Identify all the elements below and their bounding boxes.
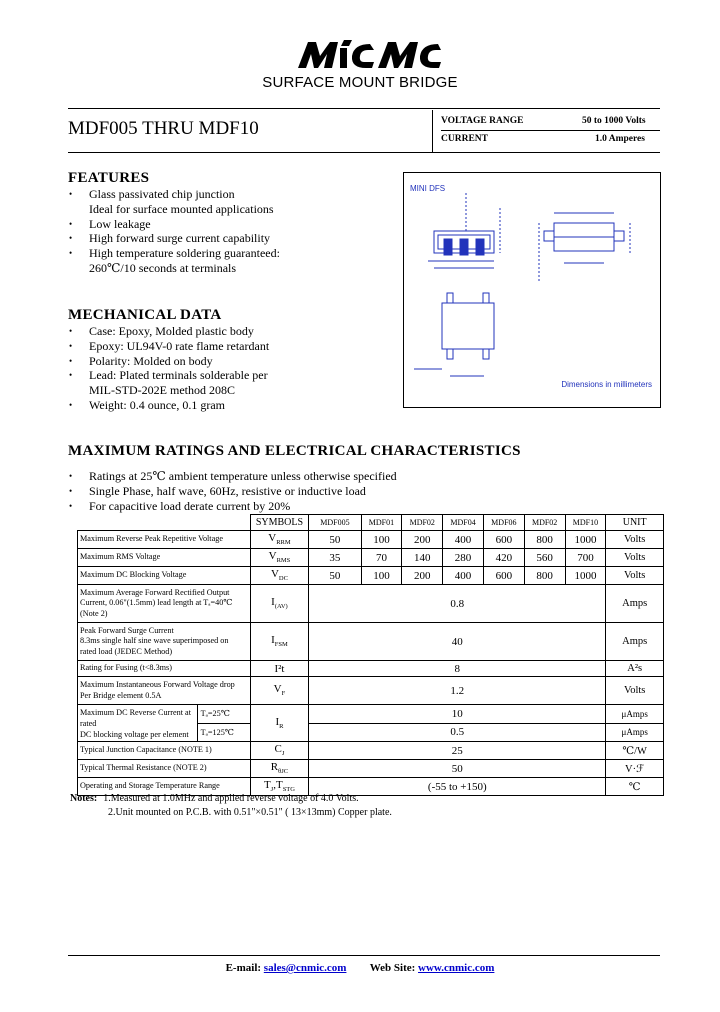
ratings-list: [69, 469, 629, 513]
table-cell: 1.2: [309, 677, 606, 705]
table-cell: 420: [483, 549, 524, 567]
table-cell: 0.8: [309, 585, 606, 623]
ratings-table: [77, 514, 664, 796]
current-value: 1.0 Amperes: [595, 134, 645, 144]
header-rule-top: [68, 108, 660, 109]
part-header: MDF01: [361, 515, 402, 531]
part-header: MDF005: [309, 515, 361, 531]
part-header: MDF02: [524, 515, 565, 531]
unit-header: UNIT: [606, 515, 664, 531]
row-unit: Volts: [606, 567, 664, 585]
table-cell: 100: [361, 567, 402, 585]
table-cell: 600: [483, 531, 524, 549]
row-description: Maximum DC Reverse Current at rated DC blocking voltage per element Tₐ=25℃ Tₐ=125℃: [78, 705, 251, 742]
voltage-range-label: VOLTAGE RANGE: [441, 116, 524, 126]
row-description: Maximum RMS Voltage: [78, 549, 251, 567]
row-unit: V·ℱ: [606, 760, 664, 778]
list-item: 260℃/10 seconds at terminals: [89, 260, 237, 275]
row-description: Typical Thermal Resistance (NOTE 2): [78, 760, 251, 778]
row-unit: ℃: [606, 778, 664, 796]
row-unit: Volts: [606, 677, 664, 705]
list-item: • Lead: Plated terminals solderable per: [69, 368, 399, 383]
list-item: • For capacitive load derate current by 20%: [69, 499, 629, 514]
table-row: [78, 549, 664, 567]
website-link[interactable]: www.cnmic.com: [418, 962, 495, 974]
table-cell: (-55 to +150): [309, 778, 606, 796]
package-drawing: [403, 172, 661, 408]
voltage-range-value: 50 to 1000 Volts: [582, 116, 646, 126]
table-row: [78, 661, 664, 677]
note-2: 2.Unit mounted on P.C.B. with 0.51"×0.51" ( 13×13mm) Copper plate.: [108, 807, 392, 818]
row-symbol: $V_{DC}$: [250, 567, 309, 585]
note-1: 1.Measured at 1.0MHz and applied reverse voltage of 4.0 Volts.: [103, 793, 359, 804]
package-outline-drawing: [404, 173, 660, 407]
row-symbol: $V_{RRM}$: [250, 531, 309, 549]
table-cell: 700: [565, 549, 606, 567]
row-unit: Volts: [606, 531, 664, 549]
row-description: Maximum Average Forward Rectified Output Current, 0.06"(1.5mm) lead length at Tₐ=40℃ (Note 2): [78, 585, 251, 623]
part-header: MDF06: [483, 515, 524, 531]
table-row: [78, 567, 664, 585]
table-cell: 10: [309, 705, 606, 724]
list-item: Ideal for surface mounted applications: [89, 201, 274, 216]
dimension-note: Dimensions in millimeters: [561, 380, 652, 389]
row-unit: μAmps: [606, 705, 664, 724]
table-cell: 25: [309, 742, 606, 760]
row-unit: Amps: [606, 585, 664, 623]
part-header: MDF02: [402, 515, 443, 531]
list-item: • High forward surge current capability: [69, 231, 399, 246]
row-unit: Volts: [606, 549, 664, 567]
row-unit: A²s: [606, 661, 664, 677]
row-description: Peak Forward Surge Current 8.3ms single half sine wave superimposed on rated load (JEDEC Method): [78, 623, 251, 661]
row-symbol: $I_R$: [250, 705, 309, 742]
table-row: [78, 742, 664, 760]
table-cell: 1000: [565, 531, 606, 549]
document-title: MDF005 THRU MDF10: [68, 118, 259, 139]
notes: [70, 792, 392, 820]
table-row: [78, 677, 664, 705]
table-cell: 40: [309, 623, 606, 661]
website-label: Web Site:: [369, 962, 416, 974]
row-symbol: $T_J,T_{STG}$: [250, 778, 309, 796]
table-cell: 50: [309, 760, 606, 778]
table-row: [78, 623, 664, 661]
notes-label: Notes:: [70, 793, 98, 804]
list-item: • High temperature soldering guaranteed:: [69, 246, 399, 261]
row-symbol: $C_J$: [250, 742, 309, 760]
spec-rule: [441, 130, 660, 131]
row-unit: μAmps: [606, 723, 664, 742]
table-cell: 35: [309, 549, 361, 567]
table-row: [78, 760, 664, 778]
row-symbol: I²t: [250, 661, 309, 677]
table-cell: 560: [524, 549, 565, 567]
table-cell: 0.5: [309, 723, 606, 742]
list-item: • Epoxy: UL94V-0 rate flame retardant: [69, 339, 399, 354]
row-symbol: $V_{RMS}$: [250, 549, 309, 567]
list-item: • Low leakage: [69, 217, 399, 232]
row-symbol: $V_F$: [250, 677, 309, 705]
list-item: • Single Phase, half wave, 60Hz, resistive or inductive load: [69, 484, 629, 499]
table-header-row: [78, 515, 664, 531]
features-list: [69, 187, 399, 276]
list-item: • Glass passivated chip junction: [69, 187, 399, 202]
table-cell: 600: [483, 567, 524, 585]
row-symbol: $I_{FSM}$: [250, 623, 309, 661]
mechanical-list: [69, 324, 399, 413]
mic-logo: [296, 38, 441, 70]
table-row: [78, 705, 664, 724]
part-header: MDF04: [443, 515, 484, 531]
table-row: [78, 585, 664, 623]
row-description: Maximum DC Blocking Voltage: [78, 567, 251, 585]
list-item: • Ratings at 25℃ ambient temperature unless otherwise specified: [69, 469, 629, 484]
row-description: Operating and Storage Temperature Range: [78, 778, 251, 796]
row-unit: ℃/W: [606, 742, 664, 760]
row-description: Maximum Reverse Peak Repetitive Voltage: [78, 531, 251, 549]
table-cell: 800: [524, 567, 565, 585]
table-cell: 200: [402, 531, 443, 549]
table-cell: 70: [361, 549, 402, 567]
row-description: Maximum Instantaneous Forward Voltage drop Per Bridge element 0.5A: [78, 677, 251, 705]
row-unit: Amps: [606, 623, 664, 661]
current-label: CURRENT: [441, 134, 488, 144]
document-subtitle: SURFACE MOUNT BRIDGE: [262, 74, 458, 91]
list-item: MIL-STD-202E method 208C: [89, 383, 235, 398]
ratings-heading: MAXIMUM RATINGS AND ELECTRICAL CHARACTERISTICS: [68, 443, 521, 459]
list-item: • Weight: 0.4 ounce, 0.1 gram: [69, 398, 399, 413]
email-link[interactable]: sales@cnmic.com: [263, 962, 347, 974]
row-symbol: $R_{\theta JC}$: [250, 760, 309, 778]
row-symbol: $I_{(AV)}$: [250, 585, 309, 623]
table-cell: 400: [443, 531, 484, 549]
list-item: • Case: Epoxy, Molded plastic body: [69, 324, 399, 339]
features-heading: FEATURES: [68, 170, 150, 186]
header-rule-bottom: [68, 152, 660, 153]
table-cell: 50: [309, 567, 361, 585]
table-row: [78, 531, 664, 549]
symbols-header: SYMBOLS: [250, 515, 309, 531]
spec-divider: [432, 110, 433, 152]
list-item: • Polarity: Molded on body: [69, 354, 399, 369]
row-description: Typical Junction Capacitance (NOTE 1): [78, 742, 251, 760]
footer: [0, 962, 720, 974]
table-cell: 800: [524, 531, 565, 549]
table-cell: 400: [443, 567, 484, 585]
table-cell: 50: [309, 531, 361, 549]
row-description: Rating for Fusing (t<8.3ms): [78, 661, 251, 677]
email-label: E-mail:: [225, 962, 262, 974]
part-header: MDF10: [565, 515, 606, 531]
table-cell: 280: [443, 549, 484, 567]
footer-rule: [68, 955, 660, 956]
package-title: MINI DFS: [410, 184, 446, 193]
table-cell: 8: [309, 661, 606, 677]
table-cell: 100: [361, 531, 402, 549]
table-cell: 200: [402, 567, 443, 585]
mechanical-heading: MECHANICAL DATA: [68, 307, 222, 323]
table-cell: 1000: [565, 567, 606, 585]
table-cell: 140: [402, 549, 443, 567]
